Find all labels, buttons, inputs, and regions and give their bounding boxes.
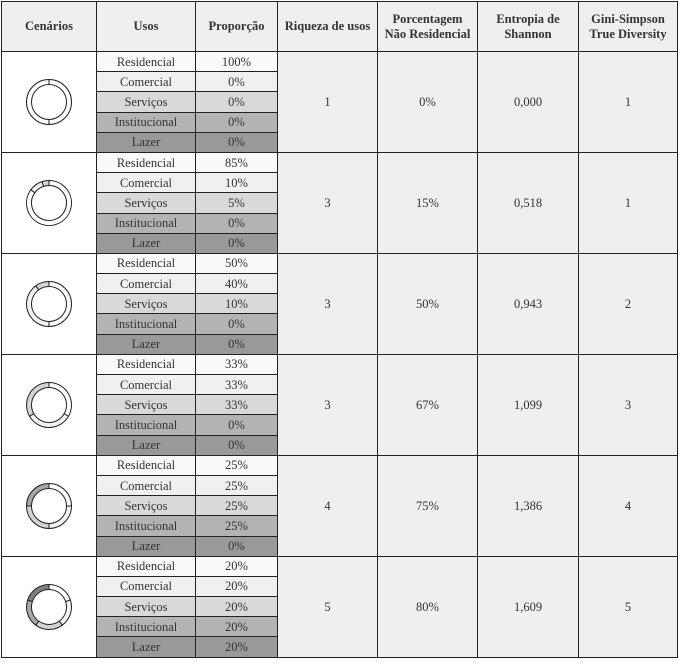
ring-icon (24, 279, 74, 329)
header-entropia-line1: Entropia de (496, 11, 560, 26)
ring-segment-serviços (36, 281, 49, 289)
table-row (2, 152, 678, 172)
gini-value: 2 (579, 253, 678, 354)
ring-segment-institucional (27, 483, 50, 506)
ring-segment-residencial (27, 79, 72, 124)
table-row (2, 52, 678, 72)
use-label: Lazer (97, 435, 196, 455)
header-cenarios: Cenários (2, 2, 97, 52)
ring-segment-residencial (49, 483, 72, 506)
proportion-value: 0% (196, 213, 278, 233)
table-row (2, 556, 678, 576)
use-label: Residencial (97, 354, 196, 374)
scenario-ring-cell (2, 152, 97, 253)
header-gini (579, 2, 678, 52)
use-label: Residencial (97, 556, 196, 576)
use-label: Lazer (97, 233, 196, 253)
header-row (2, 2, 678, 52)
header-entropia (478, 2, 579, 52)
table-row (2, 253, 678, 273)
proportion-value: 0% (196, 435, 278, 455)
riqueza-value: 3 (278, 253, 378, 354)
proportion-value: 25% (196, 455, 278, 475)
header-proporcao: Proporção (196, 2, 278, 52)
header-porcentagem-line1: Porcentagem (392, 11, 463, 26)
header-porcentagem-line2: Não Residencial (384, 26, 471, 41)
use-label: Institucional (97, 617, 196, 637)
riqueza-value: 5 (278, 556, 378, 657)
entropia-value: 0,943 (478, 253, 579, 354)
use-label: Institucional (97, 415, 196, 435)
porcentagem-value: 15% (378, 152, 478, 253)
ring-icon (24, 481, 74, 531)
ring-icon (24, 380, 74, 430)
use-label: Lazer (97, 536, 196, 556)
proportion-value: 0% (196, 233, 278, 253)
riqueza-value: 3 (278, 152, 378, 253)
proportion-value: 25% (196, 516, 278, 536)
scenario-ring-cell (2, 556, 97, 657)
table-row (2, 455, 678, 475)
use-label: Serviços (97, 193, 196, 213)
porcentagem-value: 80% (378, 556, 478, 657)
use-label: Comercial (97, 72, 196, 92)
proportion-value: 20% (196, 576, 278, 596)
gini-value: 5 (579, 556, 678, 657)
ring-segment-comercial (31, 182, 44, 193)
proportion-value: 0% (196, 314, 278, 334)
header-entropia-line2: Shannon (504, 26, 552, 41)
use-label: Residencial (97, 253, 196, 273)
proportion-value: 20% (196, 637, 278, 657)
use-label: Institucional (97, 516, 196, 536)
ring-segment-comercial (26, 286, 49, 327)
ring-segment-comercial (30, 414, 69, 428)
entropia-value: 1,099 (478, 354, 579, 455)
header-gini-line1: Gini-Simpson (591, 11, 665, 26)
use-label: Comercial (97, 576, 196, 596)
use-label: Comercial (97, 274, 196, 294)
use-label: Serviços (97, 597, 196, 617)
proportion-value: 33% (196, 354, 278, 374)
scenario-ring-cell (2, 455, 97, 556)
proportion-value: 20% (196, 597, 278, 617)
riqueza-value: 3 (278, 354, 378, 455)
proportion-value: 0% (196, 92, 278, 112)
proportion-value: 85% (196, 152, 278, 172)
proportion-value: 10% (196, 173, 278, 193)
entropia-value: 1,386 (478, 455, 579, 556)
use-label: Serviços (97, 294, 196, 314)
porcentagem-value: 50% (378, 253, 478, 354)
ring-segment-residencial (49, 584, 70, 601)
ring-segment-residencial (49, 382, 72, 416)
riqueza-value: 1 (278, 52, 378, 153)
proportion-value: 20% (196, 617, 278, 637)
gini-value: 1 (579, 52, 678, 153)
table-row (2, 354, 678, 374)
use-label: Residencial (97, 152, 196, 172)
entropia-value: 0,518 (478, 152, 579, 253)
proportion-value: 0% (196, 112, 278, 132)
proportion-value: 40% (196, 274, 278, 294)
use-label: Residencial (97, 52, 196, 72)
proportion-value: 0% (196, 72, 278, 92)
header-porcentagem (378, 2, 478, 52)
use-label: Serviços (97, 92, 196, 112)
ring-segment-institucional (27, 600, 39, 625)
ring-segment-serviços (27, 382, 50, 416)
ring-segment-residencial (49, 281, 72, 326)
use-label: Institucional (97, 213, 196, 233)
use-label: Comercial (97, 375, 196, 395)
scenario-ring-cell (2, 354, 97, 455)
proportion-value: 20% (196, 556, 278, 576)
scenario-ring-cell (2, 52, 97, 153)
gini-value: 3 (579, 354, 678, 455)
proportion-value: 33% (196, 395, 278, 415)
use-label: Lazer (97, 334, 196, 354)
ring-icon (24, 77, 74, 127)
header-gini-line2: True Diversity (589, 26, 667, 41)
ring-icon (24, 178, 74, 228)
proportion-value: 100% (196, 52, 278, 72)
porcentagem-value: 67% (378, 354, 478, 455)
use-label: Lazer (97, 637, 196, 657)
scenario-ring-cell (2, 253, 97, 354)
ring-segment-serviços (42, 180, 49, 186)
use-label: Institucional (97, 112, 196, 132)
gini-value: 4 (579, 455, 678, 556)
proportion-value: 0% (196, 536, 278, 556)
ring-segment-comercial (49, 506, 72, 529)
diversity-table (1, 1, 678, 658)
ring-segment-serviços (36, 621, 62, 629)
ring-segment-lazer (28, 584, 49, 601)
proportion-value: 0% (196, 132, 278, 152)
porcentagem-value: 0% (378, 52, 478, 153)
use-label: Institucional (97, 314, 196, 334)
use-label: Residencial (97, 455, 196, 475)
entropia-value: 1,609 (478, 556, 579, 657)
proportion-value: 33% (196, 375, 278, 395)
riqueza-value: 4 (278, 455, 378, 556)
use-label: Serviços (97, 496, 196, 516)
proportion-value: 0% (196, 334, 278, 354)
proportion-value: 50% (196, 253, 278, 273)
ring-segment-serviços (27, 506, 50, 529)
use-label: Comercial (97, 173, 196, 193)
gini-value: 1 (579, 152, 678, 253)
proportion-value: 0% (196, 415, 278, 435)
entropia-value: 0,000 (478, 52, 579, 153)
use-label: Lazer (97, 132, 196, 152)
ring-icon (24, 582, 74, 632)
proportion-value: 10% (196, 294, 278, 314)
porcentagem-value: 75% (378, 455, 478, 556)
proportion-value: 25% (196, 475, 278, 495)
header-riqueza: Riqueza de usos (278, 2, 378, 52)
proportion-value: 25% (196, 496, 278, 516)
header-usos: Usos (97, 2, 196, 52)
use-label: Serviços (97, 395, 196, 415)
proportion-value: 5% (196, 193, 278, 213)
use-label: Comercial (97, 475, 196, 495)
ring-segment-comercial (59, 600, 71, 625)
